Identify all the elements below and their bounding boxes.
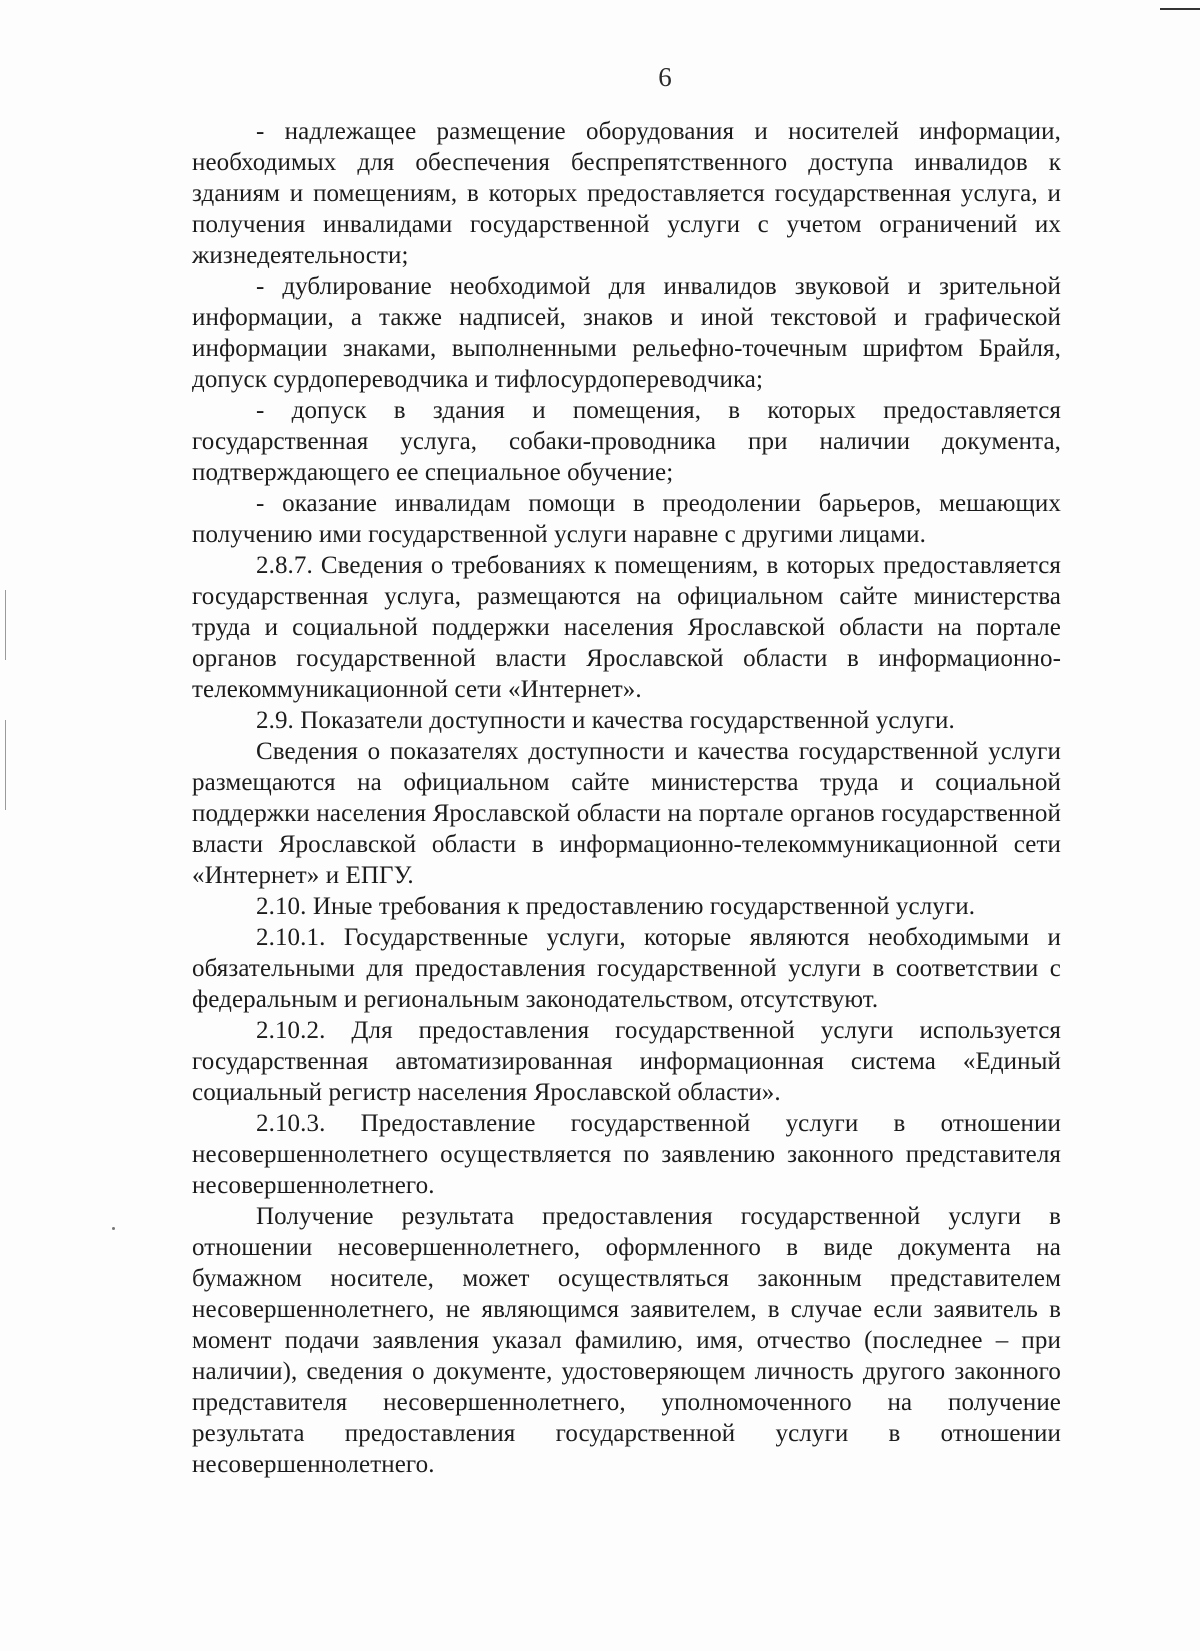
paragraph-2-10-3: 2.10.3. Предоставление государственной услуги в отношении несовершеннолетнего осуществляется по заявлению законного представителя несовершеннолетнего.: [192, 1110, 1061, 1199]
paragraph-guide-dog-access: - допуск в здания и помещения, в которых предоставляется государственная услуга, собаки-проводника при наличии документа, подтверждающего ее специальное обучение;: [192, 397, 1061, 486]
paragraph-2-9-heading: 2.9. Показатели доступности и качества государственной услуги.: [256, 707, 955, 734]
page-number: 6: [658, 62, 672, 92]
paragraph-result-receipt: Получение результата предоставления государственной услуги в отношении несовершеннолетнего, оформленного в виде документа на бумажном носителе, может осуществляться законным представителем несовершеннолетнего, не являющимся заявителем, в случае если заявитель в момент подачи заявления указал фамилию, имя, отчество (последнее – при наличии), сведения о документе, удостоверяющем личность другого законного представителя несовершеннолетнего, уполномоченного на получение результата предоставления государственной услуги в отношении несовершеннолетнего.: [192, 1203, 1061, 1478]
paragraph-2-10-1: 2.10.1. Государственные услуги, которые являются необходимыми и обязательными для предоставления государственной услуги в соответствии с федеральным и региональным законодательством, отсутствуют.: [192, 924, 1061, 1013]
scan-mark: [1160, 8, 1200, 10]
scan-edge-mark: [5, 590, 6, 660]
paragraph-2-9-info: Сведения о показателях доступности и качества государственной услуги размещаются на официальном сайте министерства труда и социальной поддержки населения Ярославской области на портале органов государственной власти Ярославской области в информационно-телекоммуникационной сети «Интернет» и ЕПГУ.: [192, 738, 1061, 889]
paragraph-braille-duplication: - дублирование необходимой для инвалидов звуковой и зрительной информации, а также надписей, знаков и иной текстовой и графической информации знаками, выполненными рельефно-точечным шрифтом Брайля, допуск сурдопереводчика и тифлосурдопереводчика;: [192, 273, 1061, 393]
scan-edge-mark: [5, 720, 6, 810]
paragraph-2-10-heading: 2.10. Иные требования к предоставлению государственной услуги.: [256, 893, 976, 920]
document-body: [192, 116, 1061, 1480]
scan-dust: [112, 1227, 115, 1230]
paragraph-barrier-assistance: - оказание инвалидам помощи в преодолении барьеров, мешающих получению ими государственной услуги наравне с другими лицами.: [192, 490, 1061, 548]
paragraph-2-8-7: 2.8.7. Сведения о требованиях к помещениям, в которых предоставляется государственная услуга, размещаются на официальном сайте министерства труда и социальной поддержки населения Ярославской области на портале органов государственной власти Ярославской области в информационно-телекоммуникационной сети «Интернет».: [192, 552, 1061, 703]
paragraph-2-10-2: 2.10.2. Для предоставления государственной услуги используется государственная автоматизированная информационная система «Единый социальный регистр населения Ярославской области».: [192, 1017, 1061, 1106]
paragraph-accessible-equipment: - надлежащее размещение оборудования и носителей информации, необходимых для обеспечения беспрепятственного доступа инвалидов к зданиям и помещениям, в которых предоставляется государственная услуга, и получения инвалидами государственной услуги с учетом ограничений их жизнедеятельности;: [192, 118, 1061, 269]
